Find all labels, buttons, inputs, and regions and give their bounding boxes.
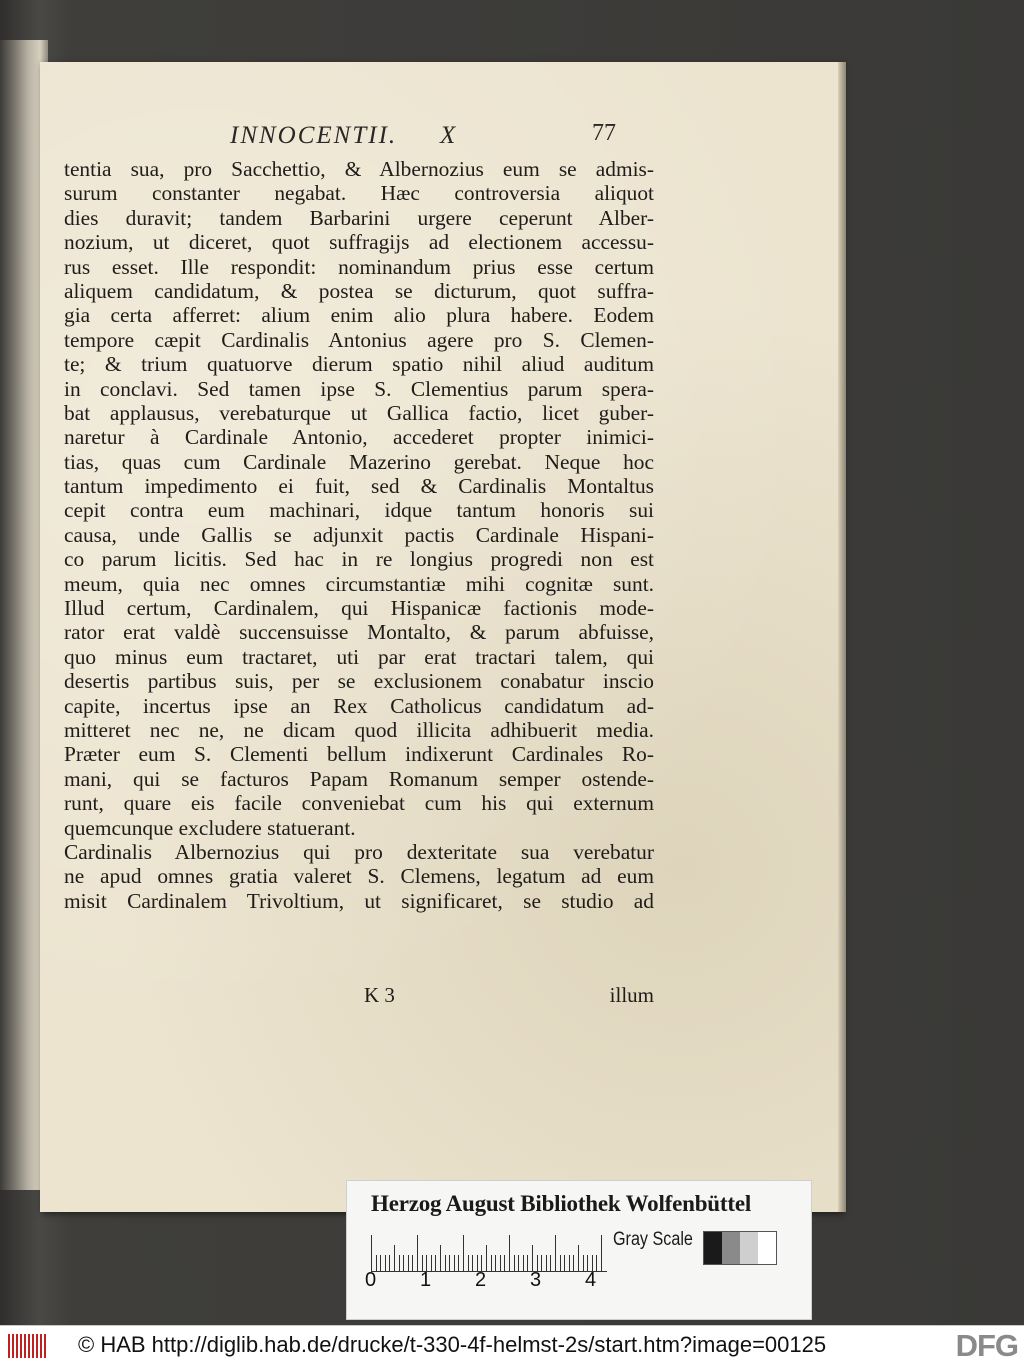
ruler-tick bbox=[578, 1245, 579, 1271]
ruler-tick bbox=[555, 1235, 556, 1271]
text-line: mitteret nec ne, ne dicam quod illicita adhibuerit media. bbox=[64, 717, 654, 742]
ruler-label: 1 bbox=[420, 1269, 432, 1291]
page-number: 77 bbox=[592, 120, 616, 146]
gray-scale-swatches bbox=[703, 1231, 777, 1265]
ruler-tick bbox=[440, 1245, 441, 1271]
gray-scale-label: Gray Scale bbox=[613, 1229, 693, 1250]
dfg-logo: DFG bbox=[955, 1328, 1018, 1363]
ruler-tick bbox=[394, 1245, 395, 1271]
gray-swatch bbox=[722, 1232, 740, 1264]
text-line: Illud certum, Cardinalem, qui Hispanicæ factionis mode- bbox=[64, 596, 654, 621]
page-edge bbox=[838, 62, 846, 1212]
text-line: tantum impedimento ei fuit, sed & Cardinalis Montaltus bbox=[64, 474, 654, 499]
text-line: Præter eum S. Clementi bellum indixerunt Cardinales Ro- bbox=[64, 742, 654, 767]
gray-swatch bbox=[758, 1232, 776, 1264]
gray-swatch bbox=[704, 1232, 722, 1264]
text-line: naretur à Cardinale Antonio, accederet propter inimici- bbox=[64, 425, 654, 450]
ruler-labels bbox=[365, 1269, 625, 1293]
ruler-tick bbox=[371, 1235, 372, 1271]
text-line: surum constanter negabat. Hæc controversia aliquot bbox=[64, 181, 654, 206]
ruler-tick bbox=[532, 1245, 533, 1271]
text-line: Cardinalis Albernozius qui pro dexteritate sua verebatur bbox=[64, 839, 654, 864]
calibration-card bbox=[346, 1180, 812, 1320]
text-line: runt, quare eis facile conveniebat cum his qui externum bbox=[64, 791, 654, 816]
text-line: quo minus eum tractaret, uti par erat tractari talem, qui bbox=[64, 644, 654, 669]
footer-bar bbox=[0, 1325, 1024, 1367]
text-line: causa, unde Gallis se adjunxit pactis Cardinale Hispani- bbox=[64, 522, 654, 547]
text-line: nozium, ut diceret, quot suffragijs ad electionem accessu- bbox=[64, 230, 654, 255]
text-line: tias, quas cum Cardinale Mazerino gerebat. Neque hoc bbox=[64, 449, 654, 474]
text-line: tempore cæpit Cardinalis Antonius agere pro S. Clemen- bbox=[64, 327, 654, 352]
running-head-title: INNOCENTII. bbox=[230, 122, 398, 149]
text-line: dies duravit; tandem Barbarini urgere ceperunt Alber- bbox=[64, 205, 654, 230]
text-line: ne apud omnes gratia valeret S. Clemens, legatum ad eum bbox=[64, 864, 654, 889]
text-line: in conclavi. Sed tamen ipse S. Clementius parum spera- bbox=[64, 376, 654, 401]
ruler-label: 0 bbox=[365, 1269, 377, 1291]
ruler-tick bbox=[486, 1245, 487, 1271]
gray-swatch bbox=[740, 1232, 758, 1264]
text-line: misit Cardinalem Trivoltium, ut significaret, se studio ad bbox=[64, 888, 654, 913]
ruler-tick bbox=[463, 1235, 464, 1271]
running-head bbox=[230, 122, 690, 152]
text-line: cepit contra eum machinari, idque tantum honoris sui bbox=[64, 498, 654, 523]
ruler-label: 3 bbox=[530, 1269, 542, 1291]
barcode-icon bbox=[8, 1334, 48, 1358]
catchword: illum bbox=[609, 983, 654, 1007]
text-line: tentia sua, pro Sacchettio, & Albernozius eum se admis- bbox=[64, 157, 654, 181]
ruler-tick bbox=[601, 1235, 602, 1271]
text-line: rator erat valdè succensuisse Montalto, & parum abfuisse, bbox=[64, 620, 654, 645]
text-line: meum, quia nec omnes circumstantiæ mihi cognitæ sunt. bbox=[64, 571, 654, 596]
ruler-tick bbox=[509, 1235, 510, 1271]
ruler-label: 2 bbox=[475, 1269, 487, 1291]
text-line: bat applausus, verebaturque ut Gallica factio, licet guber- bbox=[64, 400, 654, 425]
running-head-numeral: X bbox=[440, 122, 458, 149]
footer-copyright-url[interactable]: © HAB http://diglib.hab.de/drucke/t-330-4f-helmst-2s/start.htm?image=00125 bbox=[78, 1332, 827, 1357]
ruler-scale bbox=[371, 1231, 607, 1272]
text-line: te; & trium quatuorve dierum spatio nihil aliud auditum bbox=[64, 352, 654, 377]
text-line: gia certa afferret: alium enim alio plura habere. Eodem bbox=[64, 303, 654, 328]
card-title: Herzog August Bibliothek Wolfenbüttel bbox=[371, 1191, 752, 1216]
text-line: rus esset. Ille respondit: nominandum prius esse certum bbox=[64, 254, 654, 279]
text-line: desertis partibus suis, per se exclusionem conabatur inscio bbox=[64, 669, 654, 694]
text-line: aliquem candidatum, & postea se dicturum, quot suffra- bbox=[64, 278, 654, 303]
text-line: capite, incertus ipse an Rex Catholicus candidatum ad- bbox=[64, 693, 654, 718]
body-text bbox=[64, 157, 654, 913]
ruler-tick bbox=[417, 1235, 418, 1271]
signature-mark: K 3 bbox=[364, 983, 395, 1007]
text-line: quemcunque excludere statuerant. bbox=[64, 815, 356, 840]
catchword-row bbox=[64, 983, 654, 1009]
text-line: mani, qui se facturos Papam Romanum semper ostende- bbox=[64, 766, 654, 791]
ruler-label: 4 bbox=[585, 1269, 597, 1291]
text-line: co parum licitis. Sed hac in re longius progredi non est bbox=[64, 547, 654, 572]
